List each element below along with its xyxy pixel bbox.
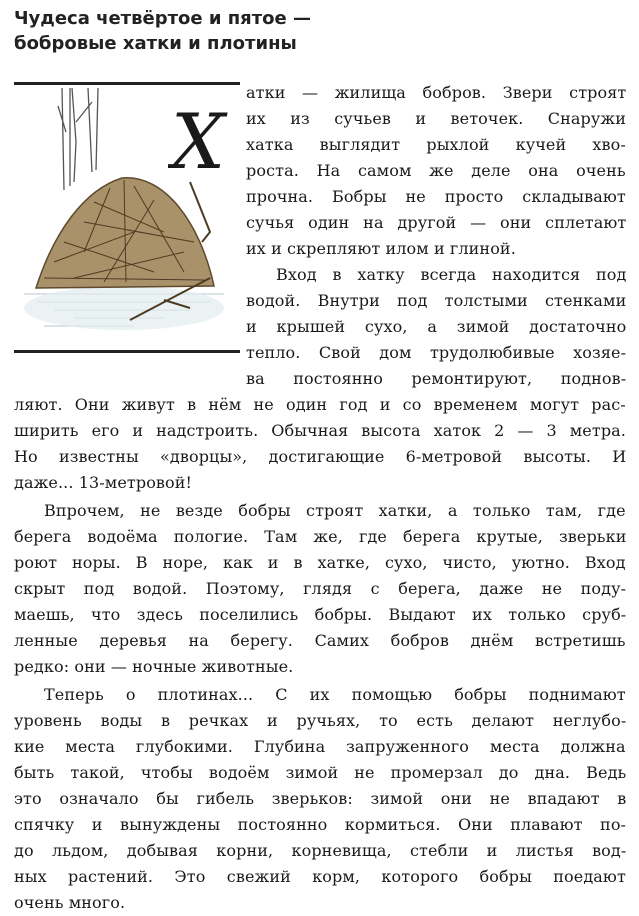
text-line: их из сучьев и веточек. Снаружи [246, 109, 626, 128]
text-line: даже... 13-метровой! [14, 473, 193, 492]
heading-line-2: бобровые хатки и плотины [14, 33, 297, 54]
text-line: Но известны «дворцы», достигающие 6-метровой высоты. И [14, 447, 627, 466]
lodge-mound-drawing [36, 178, 214, 288]
text-line: это означало бы гибель зверьков: зимой они не впадают в [14, 789, 627, 808]
text-line: маешь, что здесь поселились бобры. Выдают их только сруб- [14, 605, 627, 624]
text-line: тепло. Свой дом трудолюбивые хозяе- [246, 343, 627, 362]
text-line: ширить его и надстроить. Обычная высота хаток 2 — 3 метра. [14, 421, 626, 440]
text-line: берега водоёма пологие. Там же, где берега крутые, зверьки [14, 527, 627, 546]
text-line: водой. Внутри под толстыми стенками [246, 291, 627, 310]
text-line: ва постоянно ремонтируют, поднов- [246, 369, 627, 388]
text-line: до льдом, добывая корни, корневища, стебли и листья вод- [14, 841, 627, 860]
text-line: атки — жилища бобров. Звери строят [246, 83, 627, 102]
birch-trees-drawing [58, 88, 98, 190]
water-shadow [24, 286, 224, 330]
text-line: сучья один на другой — они сплетают [246, 213, 627, 232]
figure-top-rule [14, 82, 240, 85]
text-line: Теперь о плотинах... С их помощью бобры поднимают [44, 685, 626, 704]
text-line: ляют. Они живут в нём не один год и со временем могут рас- [14, 395, 626, 414]
figure-bottom-rule [14, 350, 240, 353]
text-line: уровень воды в речках и ручьях, то есть делают неглубо- [14, 711, 627, 730]
text-line: спячку и вынуждены постоянно кормиться. Они плавают по- [14, 815, 627, 834]
dropcap-letter-kha [168, 104, 228, 182]
text-line: скрыт под водой. Поэтому, глядя с берега, даже не поду- [14, 579, 627, 598]
text-line: Впрочем, не везде бобры строят хатки, а только там, где [44, 501, 626, 520]
text-line: кие места глубокими. Глубина запруженного места должна [14, 737, 626, 756]
text-line: роста. На самом же деле она очень [246, 161, 626, 180]
text-line: Вход в хатку всегда находится под [276, 265, 627, 284]
text-line: очень много. [14, 893, 126, 912]
text-line: ных растений. Это свежий корм, которого бобры поедают [14, 867, 626, 886]
text-line: хатка выглядит рыхлой кучей хво- [246, 135, 626, 154]
svg-text:Х: Х [170, 104, 226, 182]
heading-line-1: Чудеса четвёртое и пятое — [14, 8, 312, 29]
text-line: редко: они — ночные животные. [14, 657, 294, 676]
text-line: прочна. Бобры не просто складывают [246, 187, 626, 206]
text-line: и крышей сухо, а зимой достаточно [246, 317, 627, 336]
text-line: роют норы. В норе, как и в хатке, сухо, чисто, уютно. Вход [14, 553, 626, 572]
text-line: быть такой, чтобы водоём зимой не промерзал до дна. Ведь [14, 763, 627, 782]
text-line: их и скрепляют илом и глиной. [246, 239, 516, 258]
text-line: ленные деревья на берегу. Самих бобров днём встретишь [14, 631, 626, 650]
section-heading [14, 6, 394, 56]
